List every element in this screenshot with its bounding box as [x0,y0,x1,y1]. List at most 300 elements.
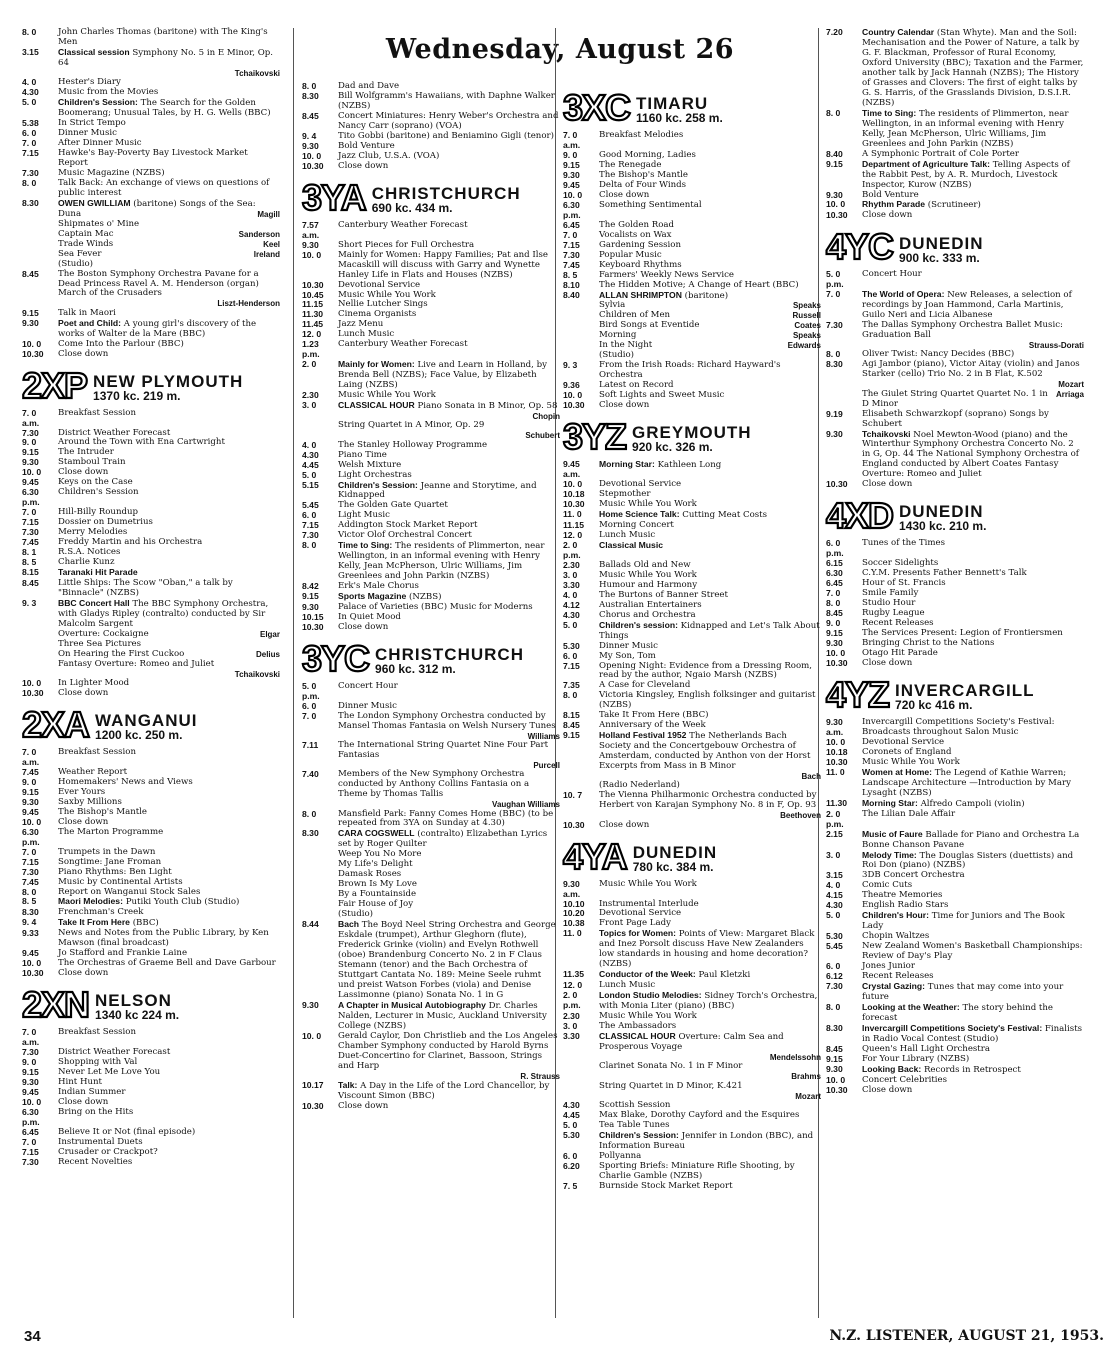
programme-time: 8. 0 [302,81,317,91]
programme-text [599,541,821,561]
programme-time: 10.18 [826,746,848,757]
programme-time: 7.30 [826,981,843,992]
programme-time: 9. 0 [22,776,37,787]
programme-description: Canterbury Weather Forecast [338,219,468,230]
programme-time: 5. 0 p.m. [826,269,844,290]
programme-description: Tunes of the Times [862,538,946,549]
programme-description: Close down [58,687,109,698]
programme-description: The Lilian Dale Affair [862,808,956,819]
programme-time: 10.30 [22,687,44,698]
programme-time: 7.15 [22,1146,39,1157]
programme-highlight: Children's session: [599,619,678,630]
programme-time: 7. 0 a.m. [22,407,40,428]
programme-highlight: Looking at the Weather: [862,1002,960,1013]
programme-time: 9.33 [22,928,39,939]
sub-item-composer: Delius [255,649,280,659]
programme-highlight: Take It From Here [58,917,130,928]
programme-time: 9.30 [563,169,580,180]
programme-description: Oliver Twist: Nancy Decides (BBC) [862,349,1015,360]
sub-item-composer: Mozart [795,1091,821,1101]
sub-item-composer: Brahms [791,1072,821,1082]
programme-time: 8.45 [22,268,39,279]
programme-time: 8. 0 [302,808,317,819]
sub-item-title: String Quartet in D Minor, K.421 [599,1080,743,1091]
programme-description: After Dinner Music [58,137,142,148]
programme-item [302,340,560,360]
programme-item [22,319,280,340]
programme-time: 7.45 [22,876,39,887]
programme-item [826,270,1084,290]
programme-description: From the Irish Roads: Richard Hayward's Orchestra [599,360,781,381]
sub-item [22,660,280,670]
programme-text [862,290,1084,321]
programme-time: 6.12 [826,971,843,982]
programme-description: Ballade for Piano and Orchestra La Bonne Chanson Pavane [862,829,1080,850]
programme-highlight: Melody Time: [862,849,917,860]
sub-item-composer: Liszt-Henderson [217,299,280,309]
programme-description: Come Into the Parlour (BBC) [58,338,184,349]
programme-time: 9.15 [302,591,319,602]
programme-time: 10.10 [563,898,585,909]
programme-item [826,659,1084,669]
programme-text [862,360,1084,380]
programme-time: 9. 0 [22,437,37,448]
programme-description: Music While You Work [338,390,436,401]
programme-description: Close down [862,479,913,490]
programme-description: The Marton Programme [58,826,164,837]
programme-description: Talk in Maori [58,307,116,318]
programme-time: 8. 0 [22,177,37,188]
programme-time: 7.30 [563,249,580,260]
programme-time: 7. 0 [826,289,841,300]
programme-description: Ballads Old and New [599,559,691,570]
programme-description: Report on Wanganui Stock Sales [58,886,201,897]
programme-time: 11. 0 [563,928,582,939]
station-name: DUNEDIN [899,502,984,522]
programme-highlight: BBC Concert Hall [58,597,130,608]
programme-time: 8.30 [826,359,843,370]
programme-item [563,1162,821,1182]
station-info [95,992,179,1023]
programme-time: 7.30 [22,427,39,438]
programme-description: Close down [58,816,109,827]
programme-time: 9. 4 [302,130,317,141]
programme-time: 9.15 [22,786,39,797]
programme-text [58,409,280,429]
programme-text [58,579,280,599]
programme-description: Hawke's Bay-Poverty Bay Livestock Market Report [58,147,248,168]
programme-time: 7. 0 [826,588,841,599]
programme-description: Devotional Service [862,736,945,747]
programme-time: 12. 0 [302,329,322,340]
programme-highlight: The World of Opera: [862,289,945,300]
programme-text [58,270,280,300]
programme-text [338,251,560,281]
programme-text [862,539,1084,559]
programme-time: 10.30 [302,622,324,633]
programme-time: 8. 1 [22,547,37,558]
station-frequency: 900 kc. 333 m. [899,250,980,265]
programme-time: 6. 0 [826,961,841,972]
programme-description: A Case for Cleveland [599,680,691,691]
programme-description: Believe It or Not (final episode) [58,1126,196,1137]
programme-time: 10. 0 [826,736,846,747]
programme-time: 8. 0 [302,540,317,551]
programme-item [563,541,821,561]
sub-item-title: In the Night [599,340,653,351]
programme-description: The residents of Plimmerton, near Wellington, in an informal evening with Henry Kelly, Jean McPherson, Ulric Williams, Jim Greenlees and John Parkin (NZBS) [338,541,545,582]
programme-description: Records in Retrospect [923,1064,1021,1075]
programme-item [302,1032,560,1072]
programme-description: Hour of St. Francis [862,578,946,589]
programme-item [826,718,1084,738]
programme-item [563,662,821,682]
programme-time: 9.30 [302,602,319,613]
programme-time: 9.45 [22,477,39,488]
programme-time: 10. 0 [563,479,583,490]
station-frequency: 1370 kc. 219 m. [93,388,181,403]
sub-item-composer: Keel [263,239,280,249]
programme-description: Stepmother [599,489,651,500]
programme-time: 5.38 [22,118,39,129]
programme-text [862,109,1084,150]
sub-item-composer: Arriaga [1055,389,1084,399]
programme-time: 6. 0 p.m. [826,538,844,559]
programme-time: 4.30 [302,449,319,460]
programme-description: Erk's Male Chorus [338,581,419,592]
programme-item [826,360,1084,380]
programme-time: 10. 0 [302,150,322,161]
programme-description: The Search for the Golden Boomerang; Unusual Tales, by H. G. Wells (BBC) [58,98,271,119]
programme-description: Anniversary of the Week [599,720,706,731]
programme-item [22,1108,280,1128]
programme-item [563,1032,821,1053]
sub-item-title: Three Sea Pictures [58,638,142,649]
programme-description: Devotional Service [599,908,682,919]
programme-description: News and Notes from the Public Library, by Ken Mawson (final broadcast) [58,928,269,949]
sub-item-title: Clarinet Sonata No. 1 in F Minor [599,1061,743,1072]
station-callsign: 3YA [302,176,366,218]
programme-description: Welsh Mixture [338,459,402,470]
programme-description: Sidney Torch's Orchestra, with Monia Liter (piano) (BBC) [599,991,818,1012]
programme-text [862,1086,1084,1096]
programme-description: Light Orchestras [338,469,412,480]
sub-item-title: Bird Songs at Eventide [599,320,700,331]
programme-description: Piano Sonata in B Minor, Op. 58 [417,401,558,412]
programme-time: 8.30 [22,197,39,208]
programme-description: Rugby League [862,608,925,619]
programme-text [338,682,560,702]
programme-time: 2.15 [826,828,843,839]
sub-item-composer: Williams [527,731,560,741]
programme-highlight: Children's Session: [58,97,138,108]
station-info [95,712,197,743]
programme-item [22,48,280,69]
programme-text [599,1032,821,1053]
programme-time: 10. 0 [302,249,322,260]
programme-time: 9.15 [22,1067,39,1078]
programme-description: Short Pieces for Full Orchestra [338,239,475,250]
programme-description: The Stanley Holloway Programme [338,439,488,450]
programme-description: Noel Mewton-Wood (piano) and the Winterthur Symphony Orchestra Concerto No. 2 in G, Op. 44 The National Symphony Orchestra of England conducted by Albert Coates Fantasy Overture: Romeo and Juliet [862,429,1079,480]
programme-item [22,179,280,199]
programme-time: 7.57 a.m. [302,219,320,240]
programme-text [58,1108,280,1128]
programme-description: The Hidden Motive; A Change of Heart (BBC) [599,279,799,290]
programme-text [862,911,1084,932]
programme-description: The Dallas Symphony Orchestra Ballet Music: Graduation Ball [862,320,1063,341]
programme-time: 12. 0 [563,529,583,540]
programme-description: Recent Releases [862,618,934,629]
sub-item-title: (Studio) [338,909,374,920]
programme-time: 3.30 [563,579,580,590]
programme-description: English Radio Stars [862,900,949,911]
programme-highlight: Tchaikovski [862,428,911,439]
programme-time: 8.30 [826,1022,843,1033]
programme-time: 10.30 [22,348,44,359]
programme-item [22,409,280,429]
programme-text [862,1003,1084,1024]
sub-item-composer: Strauss-Dorati [1028,341,1084,351]
programme-text [599,1182,821,1192]
sub-item-title: (Radio Nederland) [599,780,680,791]
programme-text [338,112,560,132]
programme-description: Queen's Hall Light Orchestra [862,1043,990,1054]
programme-time: 10. 0 [563,189,583,200]
programme-description: Music from the Movies [58,87,159,98]
programme-description: Hint Hunt [58,1077,102,1088]
programme-description: Pollyanna [599,1150,642,1161]
programme-text [338,401,560,412]
programme-time: 9.15 [22,307,39,318]
programme-item [563,1182,821,1192]
programme-text [599,691,821,711]
programme-text [338,1081,560,1102]
programme-text [599,131,821,151]
programme-item [826,410,1084,430]
programme-text [862,942,1084,962]
programme-description: Close down [862,657,913,668]
programme-time: 7.35 [563,680,580,691]
programme-time: 10.30 [826,1084,848,1095]
station-name: WANGANUI [95,711,198,731]
programme-highlight: Sports Magazine [338,591,407,602]
programme-description: District Weather Forecast [58,1047,171,1058]
station-info [93,373,243,404]
programme-description: Victor Olof Orchestral Concert [338,530,472,541]
programme-description: Chorus and Orchestra [599,609,696,620]
programme-description: Jazz Club, U.S.A. (VOA) [338,150,440,161]
programme-text [338,623,560,633]
programme-text [599,821,821,831]
programme-time: 6.45 [826,578,843,589]
programme-time: 10. 0 [22,958,42,969]
programme-text [862,321,1084,341]
programme-time: 7.40 [302,769,319,780]
programme-time: 9.30 [826,189,843,200]
programme-description: For Your Library (NZBS) [862,1053,970,1064]
programme-description: Breakfast Session [58,407,136,418]
programme-description: Hill-Billy Roundup [58,507,139,518]
programme-highlight: Time to Sing: [338,540,393,551]
column-4 [826,28,1084,1096]
programme-description: Close down [599,400,650,411]
programme-item [302,712,560,732]
programme-time: 5. 0 p.m. [302,681,320,701]
sub-item-title: On Hearing the First Cuckoo [58,648,185,659]
programme-description: Close down [862,1084,913,1095]
sub-item-composer: Vaughan Williams [492,800,560,810]
station-callsign: 3YZ [563,416,627,458]
programme-description: 3DB Concert Orchestra [862,870,965,881]
programme-time: 4. 0 [563,589,578,600]
programme-description: Trumpets in the Dawn [58,846,156,857]
programme-text [599,929,821,970]
programme-time: 10.18 [563,489,585,500]
programme-time: 7. 0 a.m. [563,130,581,150]
programme-time: 5.45 [302,500,319,511]
programme-description: Jazz Menu [338,319,384,330]
programme-highlight: Invercargill Competitions Society's Festival: [862,1022,1043,1033]
programme-description: Weather Report [58,766,128,777]
programme-description: Children's Session [58,487,139,498]
programme-time: 10.30 [826,657,848,668]
programme-time: 7.11 [302,740,319,751]
programme-time: 9. 4 [22,917,37,928]
programme-time: 6.30 p.m. [563,199,581,220]
column-1 [22,28,280,1168]
programme-description: Time for Juniors and The Book Lady [862,911,1065,932]
programme-description: Music Magazine (NZBS) [58,167,165,178]
programme-description: Dinner Music [58,127,117,138]
programme-time: 6. 0 [302,510,317,521]
programme-time: 4.12 [563,599,580,610]
programme-description: The Douglas Sisters (duettists) and Roi Don (piano) (NZBS) [862,850,1074,871]
programme-description: Symphony No. 5 in E Minor, Op. 64 [58,47,274,68]
station-info [372,185,521,216]
sub-item-title: Damask Roses [338,869,402,880]
programme-time: 10.45 [302,289,324,300]
programme-text [338,712,560,732]
programme-time: 10.30 [826,210,848,221]
programme-time: 9.45 [22,806,39,817]
footer-source: N.Z. LISTENER, AUGUST 21, 1953. [829,1328,1104,1344]
programme-time: 9. 0 [22,1057,37,1068]
programme-time: 8.45 [302,110,319,121]
programme-text [599,731,821,772]
station-frequency: 920 kc. 326 m. [632,440,713,455]
programme-time: 10. 0 [22,678,42,689]
programme-item [22,828,280,848]
programme-description: Close down [58,467,109,478]
column-3 [563,82,821,1191]
programme-time: 8.10 [563,279,580,290]
programme-highlight: Talk: [338,1079,358,1090]
sub-item [302,421,560,431]
sub-item-title: Duna [58,208,82,219]
programme-highlight: CLASSICAL HOUR [338,400,415,411]
column-divider [293,28,294,1318]
programme-description: The International String Quartet Nine Four Part Fantasias [338,740,549,761]
programme-time: 8. 0 [826,1002,841,1013]
sub-item-composer: Elgar [259,629,280,639]
programme-time: 6. 0 [22,127,37,138]
programme-description: Dinner Music [338,700,397,711]
programme-description: Telling Aspects of the Rabbit Pest, by A. R. Murdoch, Livestock Inspector, Kurow (NZBS) [862,159,1070,190]
programme-time: 7. 0 [563,229,578,240]
programme-highlight: ALLAN SHRIMPTON [599,289,682,300]
programme-item [302,682,560,702]
programme-description: Dr. Charles Nalden, Lecturer in Music, Auckland University College (NZBS) [338,1000,547,1031]
programme-description: The Bishop's Mantle [58,806,148,817]
programme-time: 10.20 [563,908,585,919]
sub-item-title: Sea Fever [58,248,102,259]
programme-text [58,319,280,340]
programme-text [862,28,1084,109]
sub-item-composer: R. Strauss [520,1071,560,1081]
programme-description: Concert Miniatures: Henry Weber's Orchestra and Nancy Carr (soprano) (VOA) [338,110,559,131]
programme-time: 7.30 [826,320,843,331]
programme-description: Mainly for Women: Happy Families; Pat and Ilse Macaskill will discuss with Garry and Wynette Hanley Life in Flats and Houses (NZBS) [338,249,549,280]
programme-description: Paul Kletzki [698,970,751,981]
programme-text [599,662,821,682]
programme-description: John Charles Thomas (baritone) with The King's Men [58,27,268,47]
sub-item [563,1062,821,1072]
column-2 [302,82,560,1112]
programme-highlight: London Studio Melodies: [599,990,702,1001]
programme-description: Vocalists on Wax [599,229,672,240]
station-frequency: 690 kc. 434 m. [371,200,453,215]
programme-description: Morning Concert [599,519,674,530]
programme-time: 10.30 [826,756,848,767]
programme-time: 5.30 [563,1129,580,1140]
programme-text [338,920,560,1001]
station-callsign: 4XD [826,495,894,537]
programme-description: Piano Rhythms: Ben Light [58,866,172,877]
programme-time: 4. 0 [826,880,841,891]
programme-description: C.Y.M. Presents Father Bennett's Talk [862,568,1027,579]
programme-item [22,1028,280,1048]
programme-time: 10. 7 [563,790,583,801]
programme-description: Instrumental Duets [58,1136,143,1147]
programme-item [826,290,1084,321]
sub-item-title: Children of Men [599,310,671,321]
station-header [22,984,280,1026]
programme-time: 4.45 [563,1109,580,1120]
station-frequency: 720 kc 416 m. [895,698,973,712]
programme-item [563,880,821,900]
programme-item [826,911,1084,932]
programme-description: (contralto) Elizabethan Lyrics set by Roger Quilter [338,829,548,850]
programme-description: Canterbury Weather Forecast [338,339,468,350]
programme-time: 8. 0 [22,886,37,897]
programme-time: 8.44 [302,919,319,930]
programme-description: Talk Back: An exchange of views on questions of public interest [58,177,270,198]
programme-description: Smile Family [862,588,919,599]
programme-time: 1.23 p.m. [302,339,320,360]
station-info [899,503,986,534]
programme-item [22,599,280,630]
programme-description: The Netherlands Bach Society and the Concertgebouw Orchestra of Amsterdam, conducted by Anthon von der Horst Excerpts from Mass in B Minor [599,731,811,772]
programme-item [563,460,821,480]
programme-time: 9.45 [22,948,39,959]
programme-time: 7. 0 [22,846,37,857]
sub-item-title: Weep You No More [338,849,422,860]
programme-description: Music While You Work [599,1011,697,1022]
programme-item [302,770,560,800]
programme-time: 11.30 [826,797,848,808]
programme-description: The Renegade [599,159,662,170]
